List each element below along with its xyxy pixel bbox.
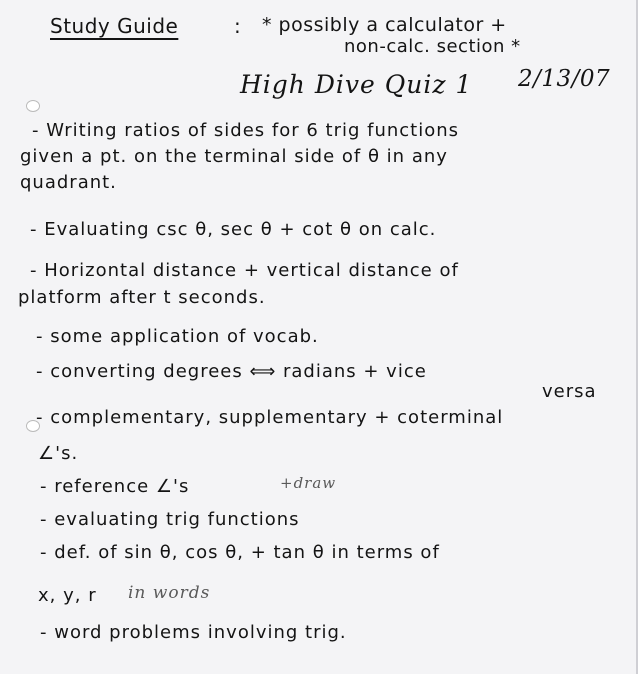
page-title: Study Guide <box>50 14 179 38</box>
list-item: - converting degrees ⟺ radians + vice <box>36 361 427 382</box>
calculator-note-line1: * possibly a calculator + <box>262 14 507 36</box>
list-item-continuation: quadrant. <box>20 172 117 193</box>
calculator-note-line2: non-calc. section * <box>344 36 521 57</box>
list-item: - def. of sin θ, cos θ, + tan θ in terms of <box>40 542 440 563</box>
list-item: - complementary, supplementary + coterminal <box>36 407 504 428</box>
list-item: - Writing ratios of sides for 6 trig functions <box>32 120 460 141</box>
quiz-date: 2/13/07 <box>518 66 611 92</box>
list-item-continuation: given a pt. on the terminal side of θ in any <box>20 146 448 167</box>
list-item: - Horizontal distance + vertical distance of <box>30 260 459 281</box>
list-item-continuation: platform after t seconds. <box>18 287 266 308</box>
list-item: - reference ∠'s <box>40 476 190 497</box>
list-item-continuation: ∠'s. <box>38 443 79 464</box>
pencil-annotation: +draw <box>280 474 337 492</box>
binder-hole <box>26 100 40 112</box>
pencil-annotation: in words <box>128 583 211 603</box>
list-item: - Evaluating csc θ, sec θ + cot θ on calc. <box>30 219 437 240</box>
quiz-title: High Dive Quiz 1 <box>240 70 473 99</box>
list-item: - some application of vocab. <box>36 326 319 347</box>
list-item-continuation: x, y, r <box>38 585 97 606</box>
list-item: - evaluating trig functions <box>40 509 300 530</box>
list-item: - word problems involving trig. <box>40 622 347 643</box>
title-colon: : <box>234 14 242 38</box>
list-item-continuation: versa <box>542 381 597 402</box>
